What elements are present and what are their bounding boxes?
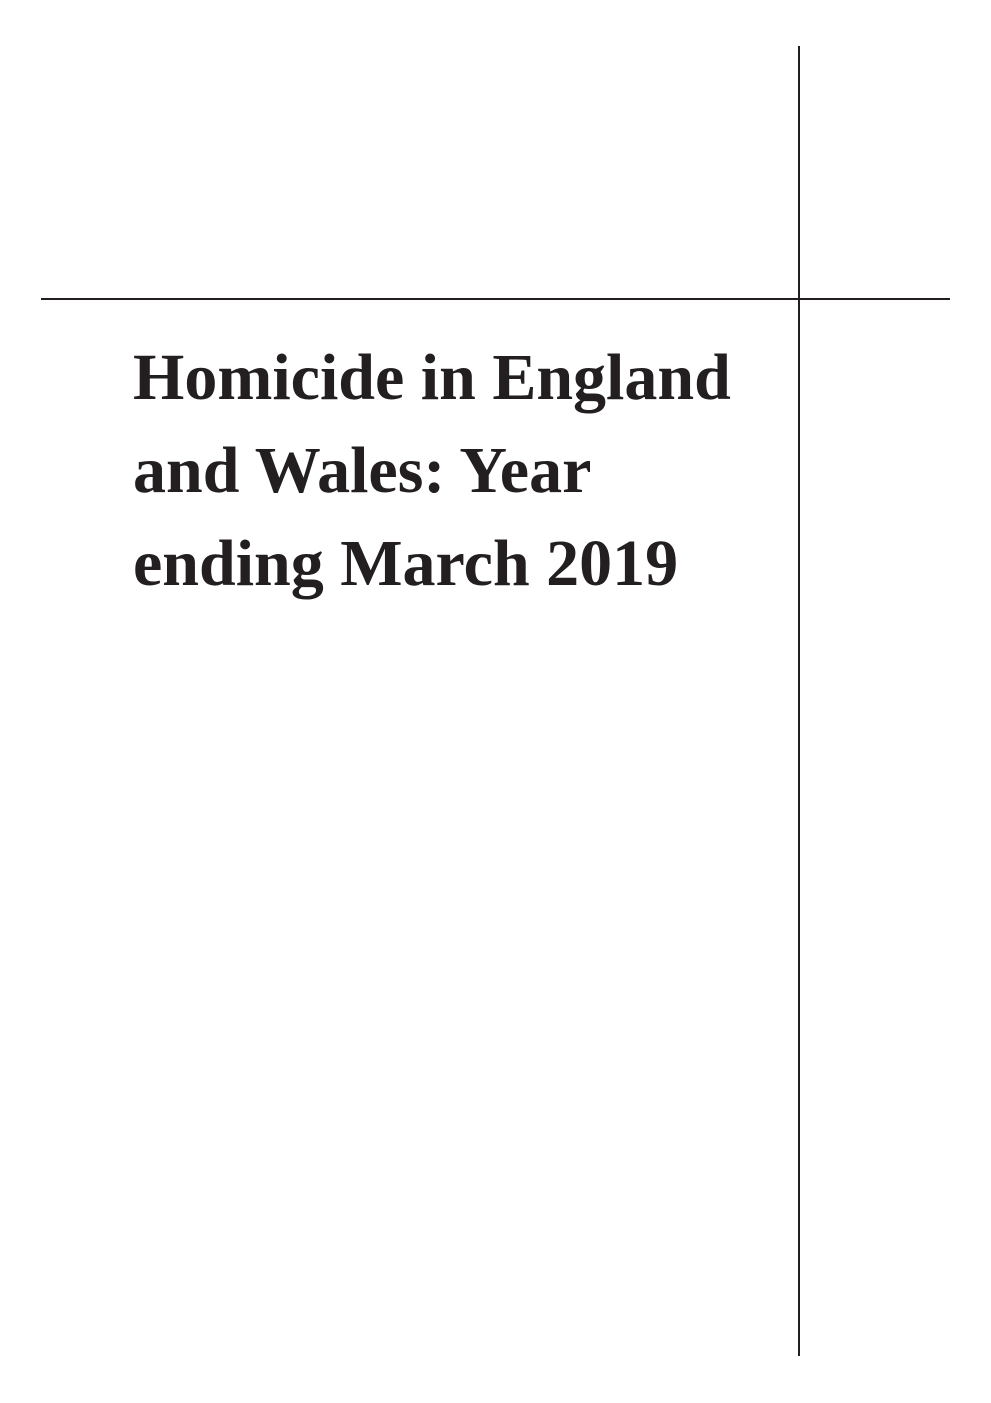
title-line-2: and Wales: Year	[133, 434, 592, 507]
vertical-rule	[798, 46, 800, 1356]
page-title	[133, 331, 793, 610]
title-line-1: Homicide in England	[133, 341, 731, 414]
horizontal-rule	[41, 298, 950, 300]
title-line-3: ending March 2019	[133, 527, 679, 600]
